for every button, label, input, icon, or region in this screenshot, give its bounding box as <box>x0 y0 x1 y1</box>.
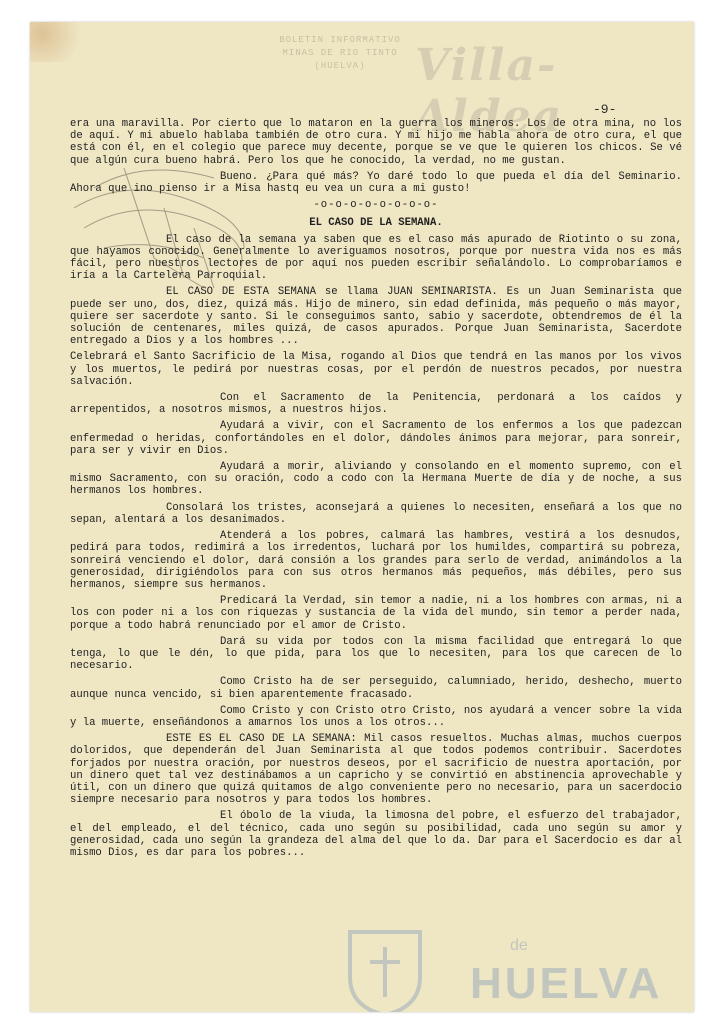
paragraph: El caso de la semana ya saben que es el caso más apurado de Riotinto o su zona, que hayamos conocido. Generalmente lo averiguamos nosotros, porque por nuestra vida nos es más fácil, pero nuestros lectores de por aquí nos pueden escribir señalándolo. Lo comprobaríamos e iría a la Cartelera Parroquial. <box>70 233 682 283</box>
document-page <box>30 22 694 1012</box>
paragraph: Con el Sacramento de la Penitencia, perdonará a los caídos y arrepentidos, a nosotros mismos, a nuestros hijos. <box>70 392 682 417</box>
paragraph: ESTE ES EL CASO DE LA SEMANA: Mil casos resueltos. Muchas almas, muchos cuerpos doloridos, que dependerán del Juan Seminarista al que todos podemos contribuir. Sacerdotes forjados por nuestra oración, por nuestros deseos, por el sacrificio de nuestra aportación, por un dinero quet tal vez destinábamos a un capricho y se convirtió en abstinencia aprovechable y útil, con un dinero que quizá quitamos de algo conveniente pero no necesario, para un sacerdocio siempre necesario para nosotros y para todos los hombres. <box>70 733 682 807</box>
paragraph: era una maravilla. Por cierto que lo mataron en la guerra los mineros. Los de otra mina, no los de aquí. Y mi abuelo hablaba también de otro cura. Y mi hijo me habla ahora de otro cura, el que está con él, en el colegio que parece muy decente, porque se ve que le quieren los chicos. Se vé que algún cura bueno habrá. Pero los que he conocido, la verdad, no me gustan. <box>70 118 682 167</box>
archive-watermark <box>320 927 680 1012</box>
masthead-title: Villa-Aldea <box>415 40 564 142</box>
watermark-small-text: de <box>510 937 528 954</box>
body-text <box>70 118 682 863</box>
separator: -o-o-o-o-o-o-o-o- <box>313 199 439 212</box>
watermark-text: HUELVA <box>470 959 663 1008</box>
paragraph: Ayudará a morir, aliviando y consolando en el momento supremo, con el mismo Sacramento, con su oración, codo a codo con la Hermana Muerte de día y de noche, a sus hermanos los hombres. <box>70 461 682 498</box>
paragraph: Consolará los tristes, aconsejará a quienes lo necesiten, enseñará a los que no sepan, alentará a los desanimados. <box>70 501 682 526</box>
stamp-line-1: BOLETIN INFORMATIVO <box>279 35 401 45</box>
paragraph: Celebrará el Santo Sacrificio de la Misa, rogando al Dios que tendrá en las manos por los vivos y los muertos, le pedirá por nuestras cosas, por el perdón de nuestros pecados, por nuestra salvación. <box>70 351 682 388</box>
section-heading: EL CASO DE LA SEMANA. <box>309 217 443 230</box>
masthead-stamp <box>255 34 425 86</box>
shield-icon <box>340 927 430 1012</box>
paragraph: Bueno. ¿Para qué más? Yo daré todo lo que pueda el día del Seminario. Ahora que ino pienso ir a Misa hastq eu vea un cura a mi gusto! <box>70 170 682 196</box>
paragraph: EL CASO DE ESTA SEMANA se llama JUAN SEMINARISTA. Es un Juan Seminarista que puede ser uno, dos, diez, quizá más. Hijo de minero, sin edad definida, más pequeño o más mayor, quiere ser sacerdote y santo. Si le conseguimos santo, sabio y sacerdote, obtendremos de él la solución de centenares, miles quizá, de casos apurados. Porque Juan Seminarista, Sacerdote entregado a Dios y a los hombres ... <box>70 286 682 348</box>
page-number: -9- <box>593 102 617 117</box>
paragraph: Dará su vida por todos con la misma facilidad que entregará lo que tenga, lo que le dén, lo que pida, para los que lo necesiten, para los que carecen de lo necesario. <box>70 635 682 673</box>
paragraph: Atenderá a los pobres, calmará las hambres, vestirá a los desnudos, pedirá para todos, redimirá a los irredentos, luchará por los humildes, compartirá su pobreza, sonreirá venciendo el dolor, dará consión a los grandes para serlo de verdad, animándolos a la generosidad, dirigiéndolos para con sus otros hermanos más pequeños, más débiles, pero sus hermanos, siempre sus hermanos. <box>70 530 682 591</box>
paragraph: Como Cristo ha de ser perseguido, calumniado, herido, deshecho, muerto aunque nunca vencido, si bien aparentemente fracasado. <box>70 676 682 701</box>
paragraph: El óbolo de la viuda, la limosna del pobre, el esfuerzo del trabajador, el del empleado, el del técnico, cada uno según su posibilidad, cada uno según su amor y generosidad, cada uno según la grandeza del alma del que lo da. Dar para el Sacerdocio es dar al mismo Dios, es dar para los pobres... <box>70 810 682 859</box>
paragraph: Predicará la Verdad, sin temor a nadie, ni a los hombres con armas, ni a los con poder ni a los con riquezas y sustancia de la vida del mundo, sin temor a perder nada, porque a todo habrá renunciado por el amor de Cristo. <box>70 595 682 632</box>
paper-stain <box>30 22 90 62</box>
stamp-line-2: MINAS DE RIO TINTO (HUELVA) <box>282 48 398 71</box>
paragraph: Ayudará a vivir, con el Sacramento de los enfermos a los que padezcan enfermedad o heridas, confortándoles en el dolor, dándoles ánimos para mejorar, para sonreir, para ser y vivir en Dios. <box>70 420 682 457</box>
paragraph: Como Cristo y con Cristo otro Cristo, nos ayudará a vencer sobre la vida y la muerte, enseñándonos a amarnos los unos a los otros... <box>70 704 682 729</box>
